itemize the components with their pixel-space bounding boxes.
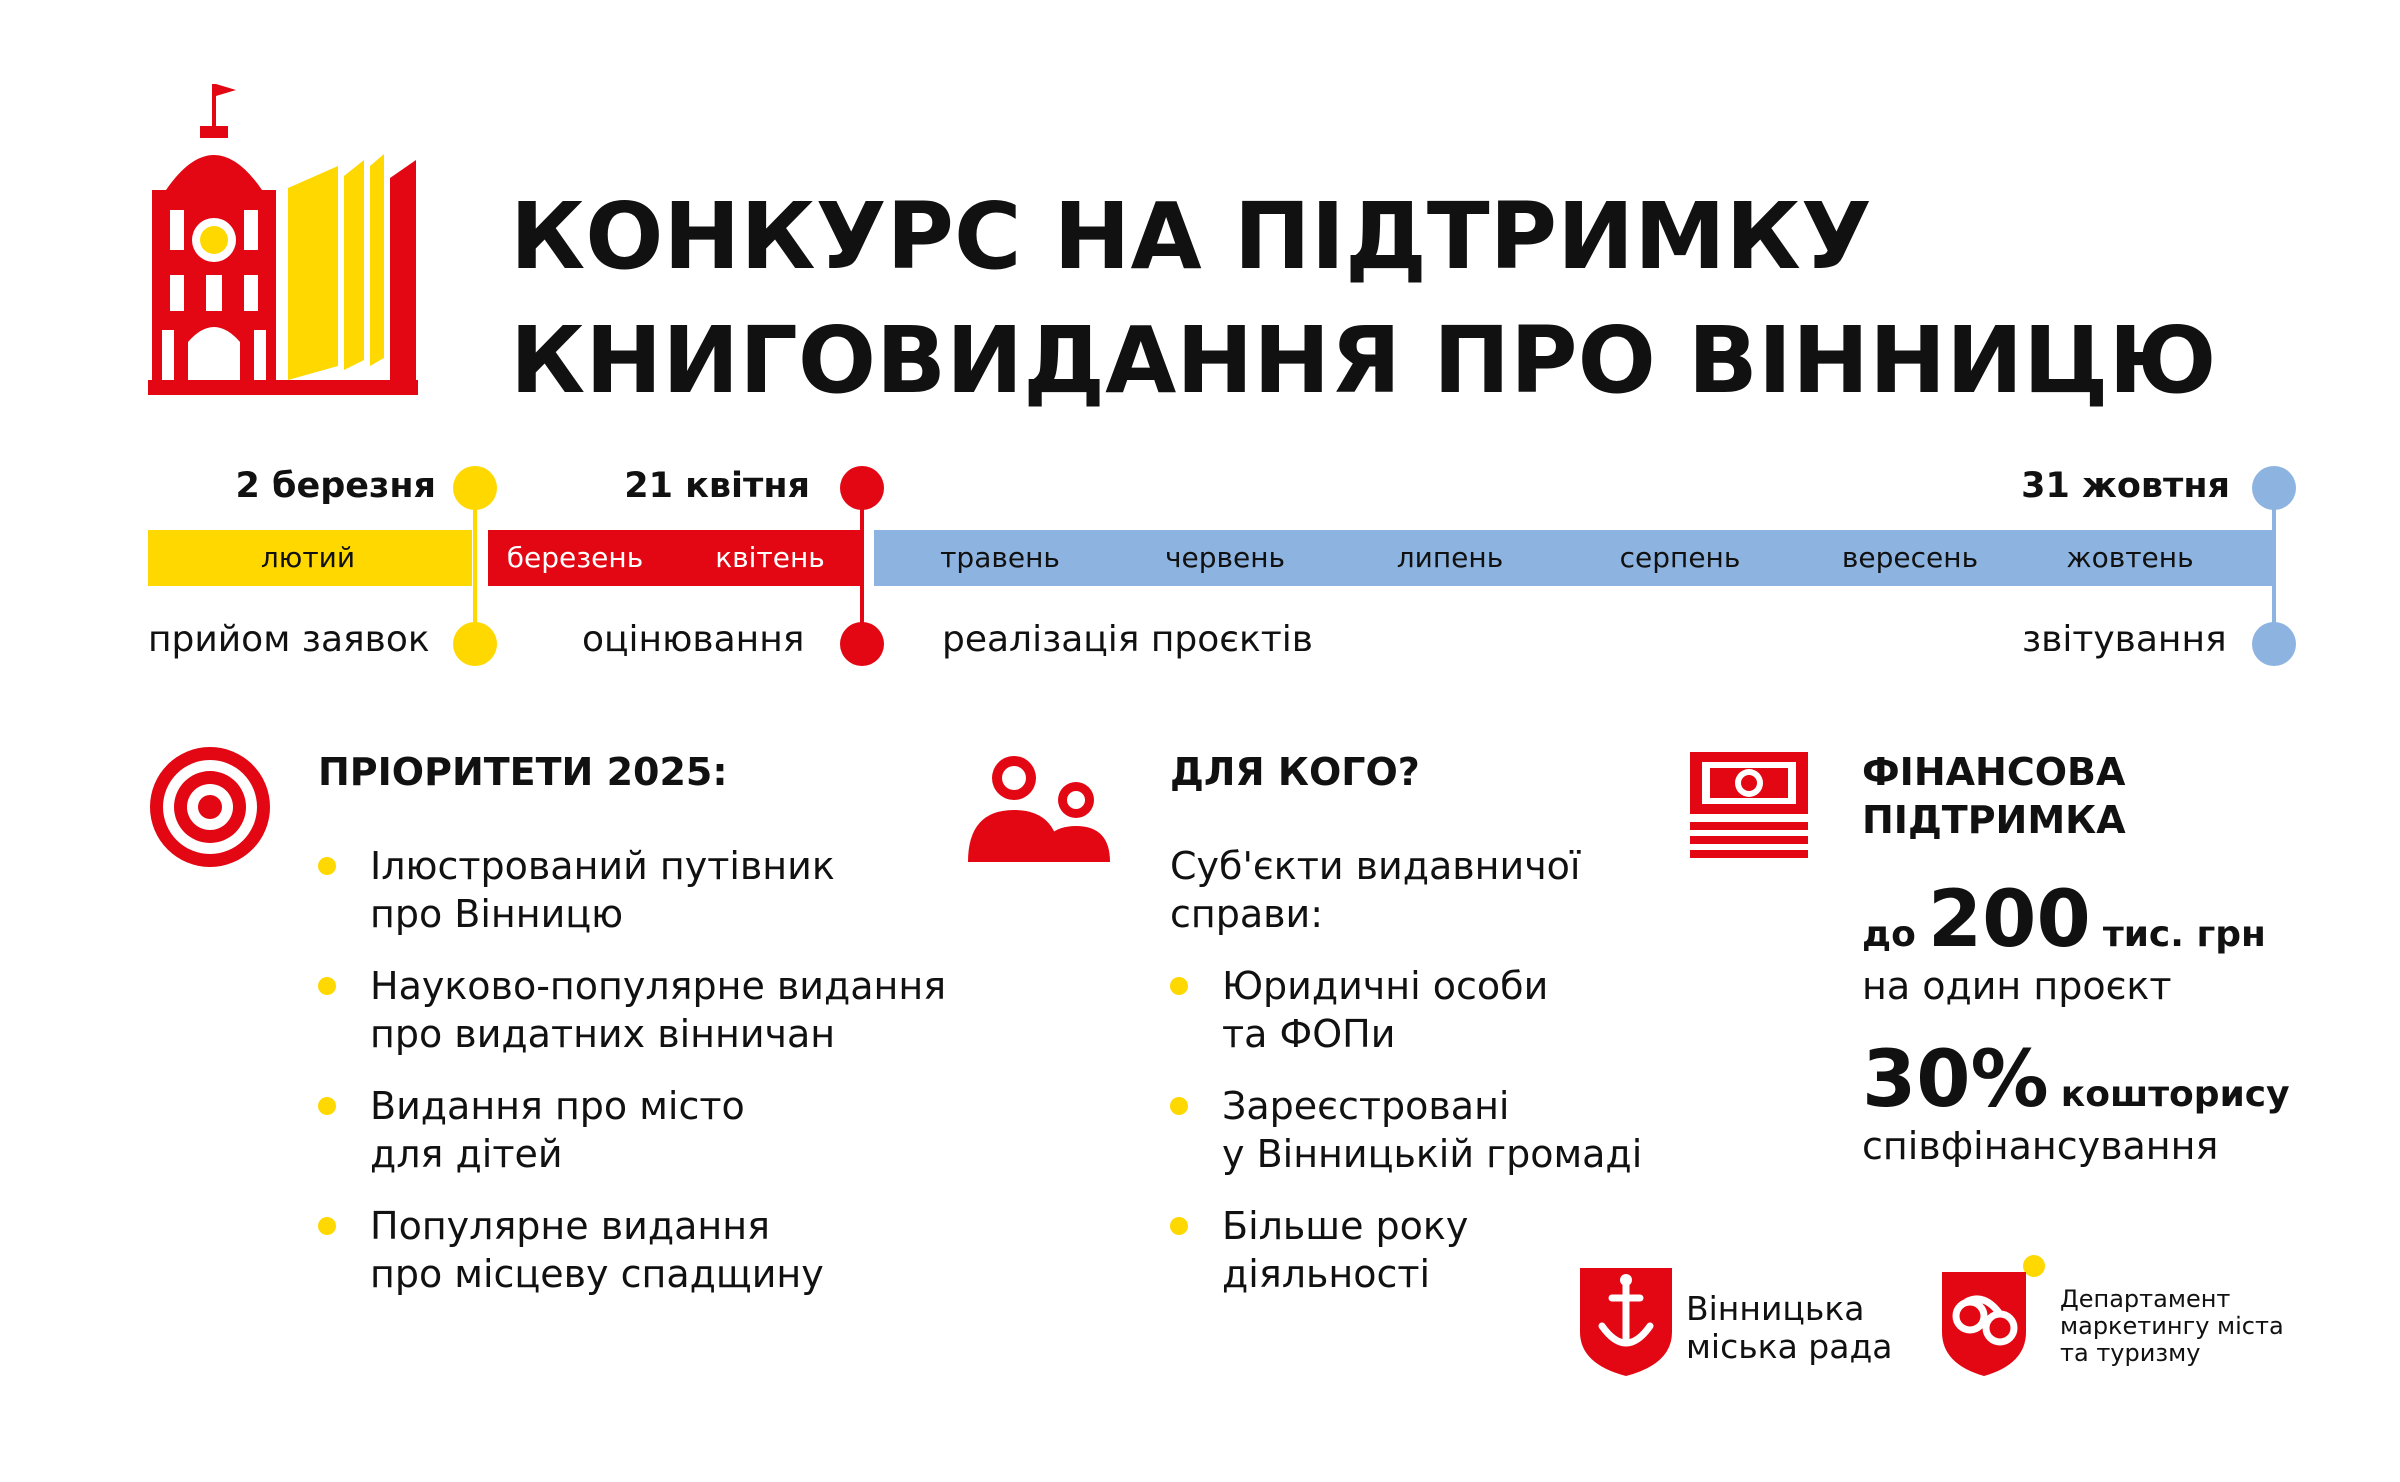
city-council-crest-icon bbox=[1580, 1268, 1672, 1380]
timeline-connector-applications bbox=[473, 490, 477, 640]
audience-intro: Суб'єкти видавничої справи: bbox=[1170, 844, 1581, 936]
timeline-dot-start bbox=[453, 466, 497, 510]
timeline-connector-evaluation bbox=[860, 490, 864, 640]
finance-share bbox=[1862, 1035, 2290, 1125]
list-item: Ілюстрований путівник про Вінницю bbox=[318, 842, 958, 938]
city-hall-books-illustration bbox=[148, 80, 418, 400]
timeline-month: травень bbox=[940, 541, 1060, 574]
people-icon bbox=[968, 752, 1112, 868]
timeline-month: липень bbox=[1396, 541, 1504, 574]
list-item: Юридичні особи та ФОПи bbox=[1170, 962, 1710, 1058]
list-item: Більше року діяльності bbox=[1170, 1202, 1710, 1298]
page-title bbox=[510, 175, 2370, 423]
bullet-dot-icon bbox=[318, 1097, 336, 1115]
list-item: Зареєстровані у Вінницькій громаді bbox=[1170, 1082, 1710, 1178]
timeline-dot-evaluation bbox=[840, 466, 884, 510]
bullet-dot-icon bbox=[318, 977, 336, 995]
timeline-phase-evaluation: оцінювання bbox=[582, 619, 805, 660]
timeline-dot-start-phase bbox=[453, 622, 497, 666]
timeline-connector-reporting bbox=[2272, 490, 2276, 640]
finance-share-note: співфінансування bbox=[1862, 1124, 2219, 1168]
list-item: Видання про місто для дітей bbox=[318, 1082, 958, 1178]
timeline-phase-reporting: звітування bbox=[2022, 619, 2227, 660]
finance-amount-unit: тис. грн bbox=[2102, 914, 2266, 955]
timeline-month: квітень bbox=[715, 541, 825, 574]
timeline-month: червень bbox=[1164, 541, 1286, 574]
finance-share-value: 30% bbox=[1862, 1035, 2049, 1125]
timeline-month: вересень bbox=[1841, 541, 1979, 574]
audience-heading: ДЛЯ КОГО? bbox=[1170, 750, 1420, 794]
timeline-date-end: 31 жовтня bbox=[2021, 466, 2230, 506]
timeline-dot-evaluation-phase bbox=[840, 622, 884, 666]
finance-amount bbox=[1862, 875, 2266, 965]
bullet-dot-icon bbox=[1170, 1217, 1188, 1235]
page-title-line-2: КНИГОВИДАННЯ ПРО ВІННИЦЮ bbox=[510, 307, 2217, 414]
finance-amount-note: на один проєкт bbox=[1862, 964, 2172, 1008]
target-icon bbox=[148, 745, 272, 873]
timeline-dot-end bbox=[2252, 466, 2296, 510]
timeline-month: серпень bbox=[1619, 541, 1741, 574]
bullet-dot-icon bbox=[1170, 1097, 1188, 1115]
priorities-list bbox=[318, 842, 958, 1322]
bullet-dot-icon bbox=[1170, 977, 1188, 995]
timeline-month: лютий bbox=[260, 541, 356, 574]
finance-amount-prefix: до bbox=[1862, 914, 1916, 955]
timeline-dot-end-phase bbox=[2252, 622, 2296, 666]
tourism-department-name: Департамент маркетингу міста та туризму bbox=[2060, 1285, 2284, 1367]
list-item: Популярне видання про місцеву спадщину bbox=[318, 1202, 958, 1298]
bullet-dot-icon bbox=[318, 857, 336, 875]
finance-amount-value: 200 bbox=[1927, 875, 2091, 965]
page-title-line-1: КОНКУРС НА ПІДТРИМКУ bbox=[510, 183, 1872, 290]
timeline-month: жовтень bbox=[2066, 541, 2194, 574]
tourism-department-logo-icon bbox=[1942, 1252, 2046, 1380]
city-council-name: Вінницька міська рада bbox=[1686, 1289, 1893, 1366]
timeline-date-start: 2 березня bbox=[235, 466, 436, 506]
finance-heading: ФІНАНСОВА ПІДТРИМКА bbox=[1862, 750, 2126, 842]
banknote-icon bbox=[1690, 752, 1808, 866]
bullet-dot-icon bbox=[318, 1217, 336, 1235]
timeline-phase-applications: прийом заявок bbox=[148, 619, 430, 660]
priorities-heading: ПРІОРИТЕТИ 2025: bbox=[318, 750, 728, 794]
timeline-phase-implementation: реалізація проєктів bbox=[942, 619, 1313, 660]
finance-share-unit: кошторису bbox=[2060, 1074, 2290, 1115]
timeline-month: березень bbox=[506, 541, 644, 574]
timeline-date-evaluation: 21 квітня bbox=[624, 466, 810, 506]
list-item: Науково-популярне видання про видатних вінничан bbox=[318, 962, 958, 1058]
